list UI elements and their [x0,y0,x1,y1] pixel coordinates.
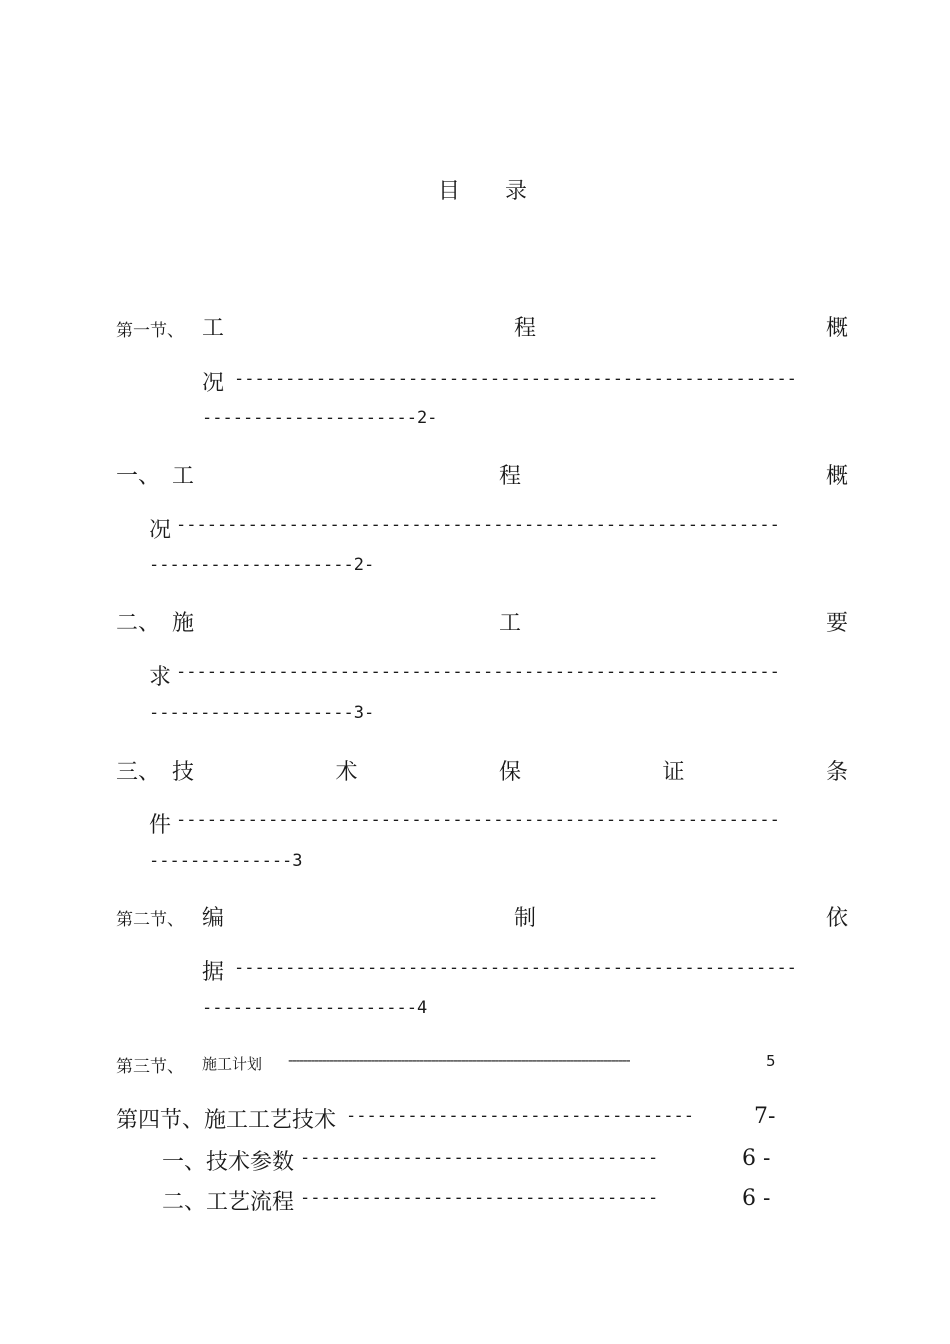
toc-s4-label: 第四节、施工工艺技术 [116,1108,337,1133]
toc-i3-heading [172,755,848,786]
toc-i3-char5: 条 [825,760,848,785]
toc-s2-leader1: ------------------------------------------------------- [234,958,797,978]
toc-s4-page: 7- [754,1104,776,1129]
toc-s2-leader2: ---------------------4 [202,998,428,1018]
toc-s3-prefix: 第三节、 [116,1057,184,1077]
toc-s1-leader2: ---------------------2- [202,408,438,428]
toc-title-left: 目 [438,179,461,204]
toc-i2-char2: 工 [498,611,521,636]
toc-i1-heading [172,459,848,490]
toc-s1-char1: 工 [202,316,225,341]
toc-i3-prefix: 三、 [116,760,161,785]
toc-s2-char2: 制 [513,906,536,931]
toc-i1-char2: 程 [498,464,521,489]
toc-i1-leader1: ----------------------------------------------------------- [176,515,780,535]
toc-i1-prefix: 一、 [116,464,161,489]
toc-i1-char3: 概 [825,464,848,489]
toc-title-right: 录 [505,179,528,204]
toc-i2-char1: 施 [172,611,195,636]
toc-s1-page: 2- [416,408,438,428]
toc-s1-leader1: ------------------------------------------------------- [234,369,797,389]
toc-i3-char3: 保 [498,760,521,785]
toc-i2-leader1: ----------------------------------------------------------- [176,662,780,682]
toc-i3-char1: 技 [172,760,195,785]
toc-s1-prefix: 第一节、 [116,321,184,341]
toc-i2-heading [172,606,848,637]
toc-s4a-leader: ----------------------------------- [300,1148,659,1168]
toc-s4b-leader: ----------------------------------- [300,1188,659,1208]
toc-s3-label: 施工计划 [202,1055,263,1073]
toc-s2-char1: 编 [202,906,225,931]
toc-i3-char6: 件 [149,813,172,838]
toc-s2-prefix: 第二节、 [116,910,184,930]
toc-s1-heading [202,311,848,342]
toc-s2-char3: 依 [825,906,848,931]
toc-i2-leader2: --------------------3- [149,703,375,723]
toc-i1-page: 2- [353,555,375,575]
toc-i3-char4: 证 [662,760,685,785]
toc-i3-leader2: --------------3 [149,851,303,871]
toc-s2-page: 4 [416,998,428,1018]
toc-i2-char3: 要 [825,611,848,636]
toc-s4a-label: 一、技术参数 [162,1150,295,1175]
toc-s2-char4: 据 [202,960,225,985]
toc-s1-char2: 程 [513,316,536,341]
toc-i3-page: 3 [292,851,303,871]
toc-i2-page: 3- [353,703,375,723]
toc-i3-char2: 术 [335,760,358,785]
toc-s4b-label: 二、工艺流程 [162,1190,295,1215]
toc-i1-leader2: --------------------2- [149,555,375,575]
toc-s4-leader: ---------------------------------- [346,1106,694,1126]
toc-i1-char4: 况 [149,518,172,543]
toc-s1-char3: 概 [825,316,848,341]
toc-s2-heading [202,901,848,932]
toc-i2-char4: 求 [149,665,172,690]
toc-i1-char1: 工 [172,464,195,489]
toc-i2-prefix: 二、 [116,611,161,636]
toc-s1-char4: 况 [202,371,225,396]
toc-s3-leader: ------------------------------------------------------------------------------------------- [288,1053,630,1069]
toc-s4a-page: 6 - [742,1146,771,1171]
toc-i3-leader1: ----------------------------------------------------------- [176,810,780,830]
toc-s4b-page: 6 - [742,1186,771,1211]
toc-s3-page: 5 [766,1052,776,1070]
